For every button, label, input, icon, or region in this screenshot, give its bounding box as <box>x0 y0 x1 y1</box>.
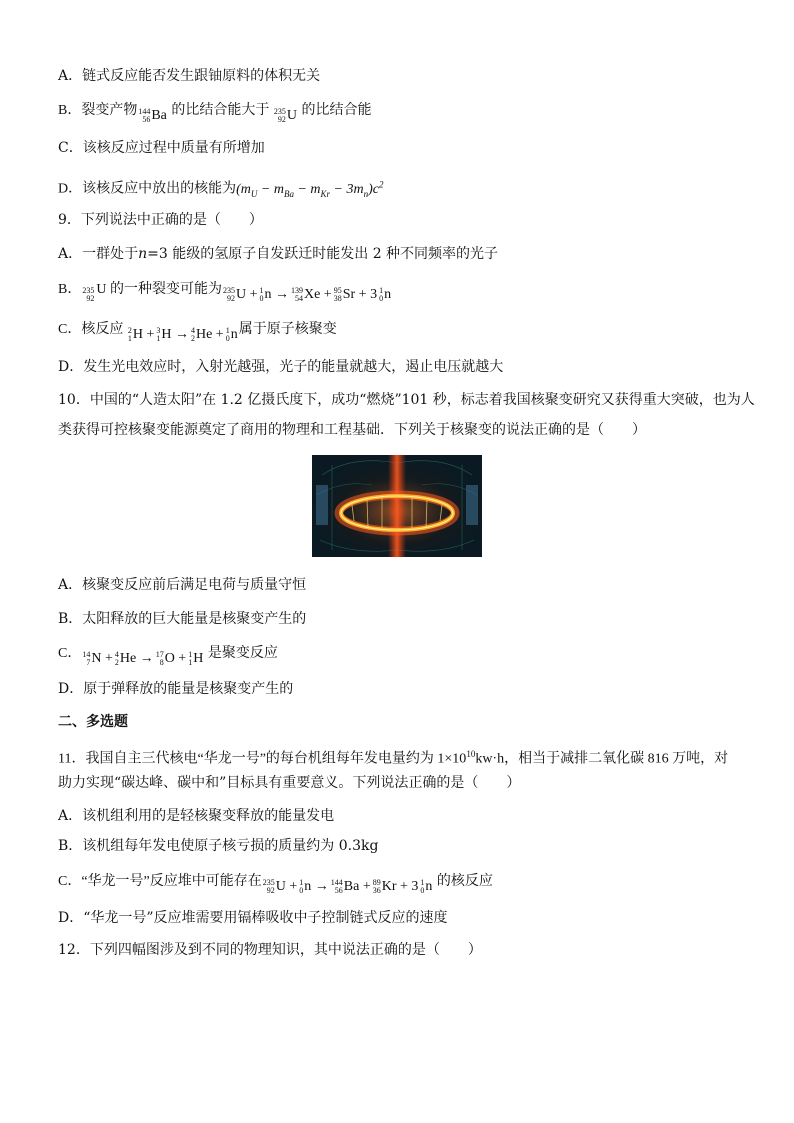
nuclide-ba: 144 56 Ba + <box>330 878 371 895</box>
option-8d: D．该核反应中放出的核能为$(m_U - m_{Ba} - m_{Kr} - 3m_n)c^2$ <box>58 179 384 199</box>
nuclide-he: 4 2 He + <box>190 326 224 343</box>
nuclide-n: 1 0 n → <box>299 878 329 895</box>
option-10c: C． 14 7 N + 4 2 He → 17 8 O + 1 1 H 是聚变反应 <box>58 646 278 667</box>
nuclide-kr: 89 36 Kr + 3 <box>372 878 419 895</box>
option-9c: C．核反应 2 1 H + 3 1 H → 4 2 He + 1 0 n 属于原子核聚变 <box>58 322 337 343</box>
option-9b: B． 235 92 U 的一种裂变可能为 235 92 U + 1 0 n → 139 54 Xe + 95 38 Sr + 3 1 0 n <box>58 282 392 303</box>
question-10-line-2: 类获得可控核聚变能源奠定了商用的物理和工程基础．下列关于核聚变的说法正确的是（ ） <box>58 422 646 438</box>
option-11b: B．该机组每年发电使原子核亏损的质量约为 0.3kg <box>58 838 379 854</box>
nuclide-u: 235 92 U + <box>222 286 258 303</box>
option-8b: B．裂变产物 144 56 Ba 的比结合能大于 235 92 U 的比结合能 <box>58 103 372 124</box>
option-8c: C．该核反应过程中质量有所增加 <box>58 140 265 156</box>
nuclide-sr: 95 38 Sr + 3 <box>333 286 378 303</box>
tokamak-image <box>312 455 482 557</box>
nuclide-n: 1 0 n <box>379 286 392 303</box>
nuclide-n: 1 0 n <box>225 326 238 343</box>
nuclide-o17: 17 8 O + <box>155 650 187 667</box>
question-10-line-1: 10．中国的“人造太阳”在 1.2 亿摄氏度下，成功“燃烧”101 秒，标志着我国核聚变研究又获得重大突破，也为人 <box>58 392 755 408</box>
nuclide-h: 2 1 H + <box>127 326 155 343</box>
question-12: 12．下列四幅图涉及到不同的物理知识，其中说法正确的是（ ） <box>58 942 482 958</box>
option-9a: A．一群处于n=3 能级的氢原子自发跃迁时能发出 2 种不同频率的光子 <box>58 246 499 262</box>
nuclide-xe: 139 54 Xe + <box>290 286 332 303</box>
nuclide-h: 3 1 H → <box>156 326 189 343</box>
option-11a: A．该机组利用的是轻核聚变释放的能量发电 <box>58 808 335 824</box>
section-title-multiple-choice: 二、多选题 <box>58 714 128 730</box>
question-11-line-2: 助力实现“碳达峰、碳中和”目标具有重要意义。下列说法正确的是（ ） <box>58 775 521 791</box>
option-11d: D．“华龙一号”反应堆需要用镉棒吸收中子控制链式反应的速度 <box>58 910 448 926</box>
nuclide-u: 235 92 U <box>273 107 298 124</box>
nuclide-n: 1 0 n <box>420 878 433 895</box>
nuclide-n14: 14 7 N + <box>82 650 113 667</box>
question-9: 9．下列说法中正确的是（ ） <box>58 212 263 228</box>
nuclide-ba: 144 56 Ba <box>138 107 167 124</box>
energy-formula: $(m_U - m_{Ba} - m_{Kr} - 3m_n)c^2$ <box>236 179 384 199</box>
option-11c: C．“华龙一号”反应堆中可能存在 235 92 U + 1 0 n → 144 56 Ba + 89 36 Kr + 3 1 0 n 的核反应 <box>58 874 493 895</box>
question-11-line-1: 11．我国自主三代核电“华龙一号”的每台机组每年发电量约为 $1\times 10^{10}kw\cdot h$，相当于减排二氧化碳 816 万吨，对 <box>58 749 729 767</box>
option-10d: D．原于弹释放的能量是核聚变产生的 <box>58 681 294 697</box>
option-8a: A．链式反应能否发生跟铀原料的体积无关 <box>58 68 321 84</box>
nuclide-n: 1 0 n → <box>259 286 289 303</box>
option-9d: D．发生光电效应时，入射光越强，光子的能量就越大，遏止电压就越大 <box>58 359 504 375</box>
nuclide-u: 235 92 <box>82 286 95 303</box>
fusion-ring-illustration <box>312 455 482 557</box>
nuclide-he: 4 2 He → <box>114 650 154 667</box>
option-10a: A．核聚变反应前后满足电荷与质量守恒 <box>58 577 307 593</box>
nuclide-h: 1 1 H <box>188 650 204 667</box>
nuclide-u: 235 92 U + <box>262 878 298 895</box>
option-10b: B．太阳释放的巨大能量是核聚变产生的 <box>58 611 307 627</box>
